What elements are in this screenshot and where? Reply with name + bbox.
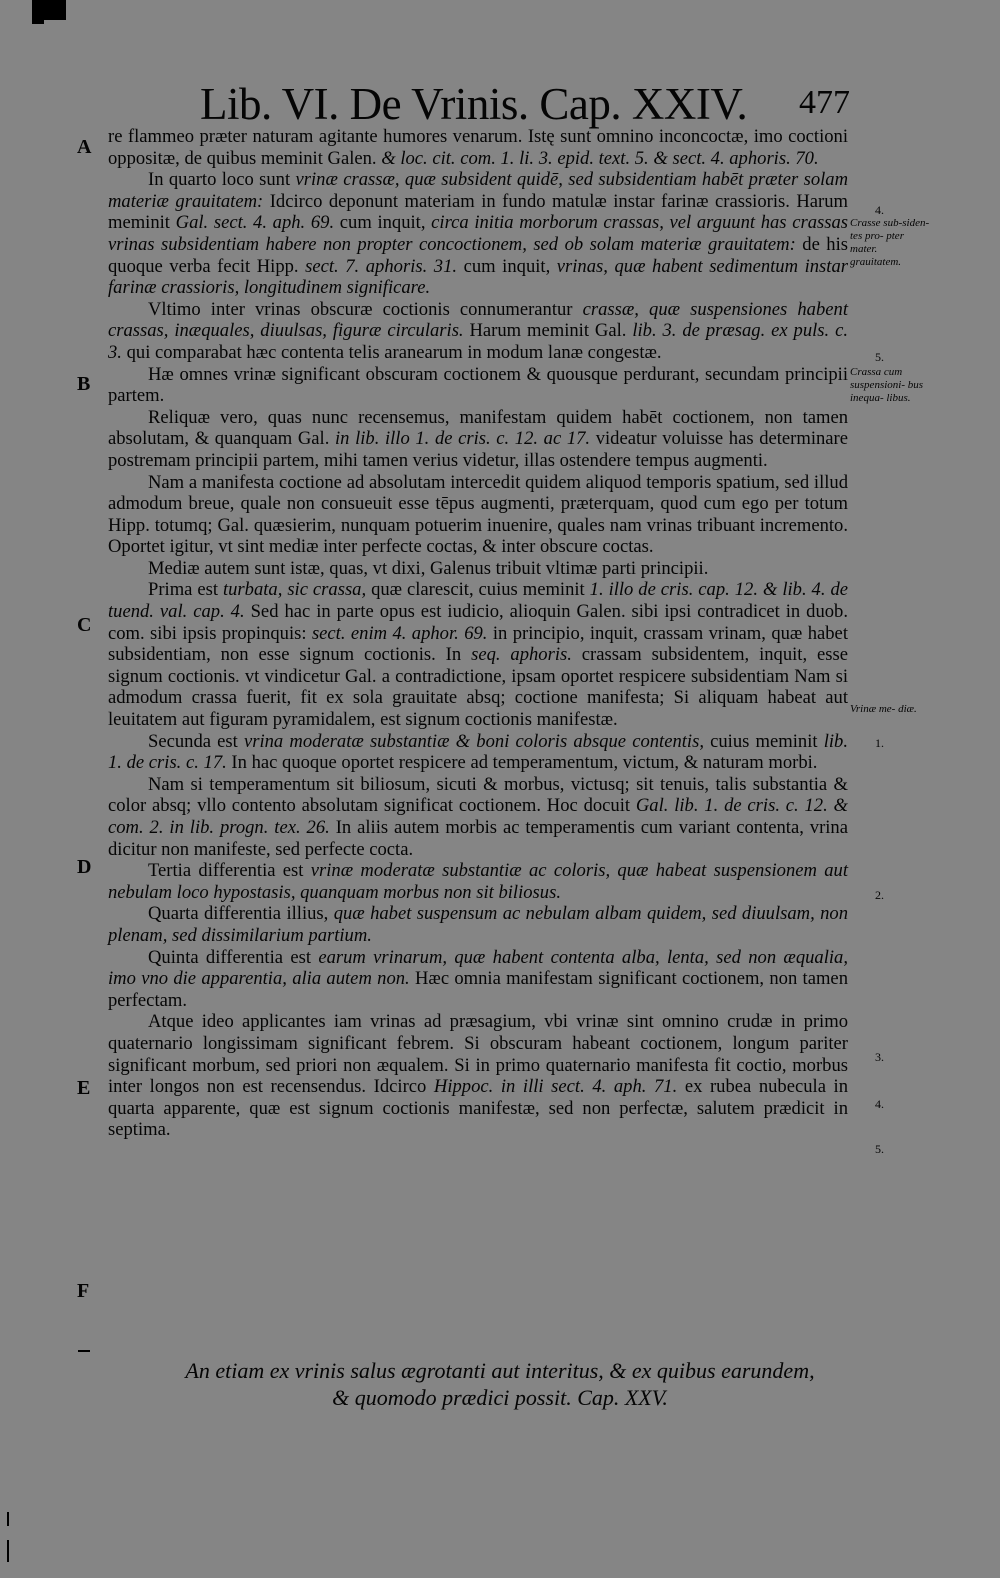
citation-text: crassæ, quæ suspensiones habent crassas, inæquales, diuulsas, figuræ circularis.: [108, 298, 848, 342]
text-run: Nam si temperamentum sit biliosum, sicuti & morbus, victusq; sit tenuis, talis substantia & color absq; vllo contento absolutam significat coctionem. Hoc docuit: [108, 773, 848, 817]
text-run: Quinta differentia est: [148, 946, 319, 968]
citation-text: vrinas, quæ habent sedimentum instar farinæ crassioris, longitudinem significare.: [108, 255, 848, 299]
edge-mark: [7, 1540, 9, 1562]
paragraph: [108, 407, 848, 472]
text-run: In quarto loco sunt: [148, 169, 296, 191]
body-text: [108, 126, 848, 1141]
text-run: re flammeo præter naturam agitante humores venarum. Istę sunt omnino inconcoctæ, imo coctioni oppositæ, de quibus meminit Galen.: [108, 126, 848, 169]
text-run: Sed hac in parte opus est iudicio, alioquin Galen. sibi ipsi contradicet in duob. com. sibi ipsis propinquis:: [108, 601, 848, 644]
citation-text: circa initia morborum crassas, vel arguunt has crassas vrinas subsidentiam habere non propter concoctionem, sed ob solam materiæ grauitatem:: [108, 212, 848, 255]
margin-number: 2.: [875, 888, 884, 902]
chapter-heading: [100, 1357, 900, 1411]
margin-number: 1.: [875, 736, 884, 750]
paragraph: [108, 558, 848, 580]
citation-text: in lib. illo 1. de cris. c. 12. ac 17.: [334, 428, 591, 450]
divider: [78, 1350, 90, 1352]
text-run: Prima est: [148, 579, 223, 601]
citation-text: Gal. lib. 1. de cris. c. 12. & com. 2. in lib. progn. tex. 26.: [108, 795, 849, 838]
text-run: Hæ omnes vrinæ significant obscuram coctionem & quousque perdurant, secundam principii partem.: [108, 363, 848, 407]
paragraph: [108, 579, 848, 730]
citation-text: quæ habet suspensum ac nebulam albam quidem, sed diuulsam, non plenam, sed dissimilarium partium.: [108, 903, 848, 946]
section-letter-a: A: [77, 136, 92, 158]
text-run: Harum meminit Gal.: [463, 320, 633, 342]
margin-note: Vrinæ me- diæ.: [850, 703, 917, 715]
text-run: quæ clarescit, cuius meminit: [366, 579, 590, 601]
text-run: In hac quoque oportet respicere ad temperamentum, victum, & naturam morbi.: [226, 752, 818, 774]
paragraph: [108, 472, 848, 558]
corner-print-mark: [32, 0, 66, 20]
page-number: 477: [799, 84, 850, 121]
paragraph: [108, 860, 848, 903]
edge-mark: [7, 1512, 9, 1526]
citation-text: vrina moderatæ substantiæ & boni coloris absque contentis,: [243, 730, 704, 752]
citation-text: turbata, sic crassa,: [222, 579, 367, 601]
margin-number: 3.: [875, 1050, 884, 1064]
paragraph: [108, 903, 848, 946]
citation-text: 1. illo de cris. cap. 12. & lib. 4. de tuend. val. cap. 4.: [108, 579, 848, 623]
text-run: cuius meminit: [703, 730, 824, 752]
text-run: ex rubea nubecula in quarta apparente, quæ est signum coctionis manifestæ, sed non perfectæ, salutem prædicit in septima.: [108, 1076, 849, 1141]
text-run: In aliis autem morbis ac temperamentis cum variant contenta, vrina dicitur non manifeste, sed perfecte cocta.: [108, 817, 848, 860]
margin-number: 5.: [875, 350, 884, 364]
citation-text: vrinæ moderatæ substantiæ ac coloris, quæ habeat suspensionem aut nebulam loco hypostasis, quanquam morbus non sit biliosus.: [108, 860, 849, 903]
text-run: Tertia differentia est: [148, 860, 311, 882]
text-run: de his quoque verba fecit Hipp.: [108, 233, 849, 277]
margin-number: 5.: [875, 1142, 884, 1156]
citation-text: sect. enim 4. aphor. 69.: [311, 622, 488, 644]
citation-text: Hippoc. in illi sect. 4. aph. 71.: [433, 1076, 678, 1098]
text-run: Idcirco deponunt materiam in fundo matulæ instar farinæ crassioris. Harum meminit: [108, 190, 849, 234]
margin-number: 4.: [875, 203, 884, 217]
text-run: Nam a manifesta coctione ad absolutam intercedit quidem aliquod temporis spatium, sed illud admodum breue, quale non consueuit esse tēpus augmenti, præterquam, quod cum ego per totum Hipp. totumq; Gal. quæsierim, nunquam potuerim inuenire, quales nam vrinas tribuant incremento. Oportet igitur, vt sint mediæ inter perfecte coctas, & inter obscure coctas.: [108, 471, 848, 558]
paragraph: [108, 774, 848, 860]
margin-number: 4.: [875, 1097, 884, 1111]
citation-text: sect. 7. aphoris. 31.: [305, 255, 458, 277]
citation-text: lib. 3. de præsag. ex puls. c. 3.: [108, 320, 848, 363]
text-run: cum inquit,: [334, 212, 432, 234]
paragraph: [108, 731, 848, 774]
section-letter-d: D: [77, 856, 92, 878]
text-run: Mediæ autem sunt istæ, quas, vt dixi, Galenus tribuit vltimæ parti principii.: [148, 557, 709, 579]
text-run: Reliquæ vero, quas nunc recensemus, manifestam quidem habēt coctionem, non tamen absolutam, & quanquam Gal.: [108, 406, 848, 450]
paragraph: [108, 1011, 848, 1141]
section-letter-f: F: [77, 1280, 90, 1302]
citation-text: seq. aphoris.: [471, 644, 572, 666]
citation-text: & loc. cit. com. 1. li. 3. epid. text. 5. & sect. 4. aphoris. 70.: [381, 147, 819, 169]
text-run: in principio, inquit, crassam vrinam, quæ habet subsidentiam, non esse signum coctionis. In: [108, 622, 848, 666]
paragraph: [108, 169, 848, 299]
citation-text: Gal. sect. 4. aph. 69.: [175, 212, 335, 234]
running-title: Lib. VI. De Vrinis. Cap. XXIV.: [200, 79, 748, 129]
section-letter-e: E: [77, 1077, 91, 1099]
section-letter-c: C: [77, 614, 92, 636]
text-run: Quarta differentia illius,: [148, 903, 334, 925]
citation-text: earum vrinarum, quæ habent contenta alba, lenta, sed non æqualia, imo vno die apparentia, alia autem non.: [108, 946, 849, 990]
margin-note: Crassa cum suspensioni- bus inequa- libus.: [850, 366, 924, 404]
paragraph: [108, 126, 848, 169]
text-run: Vltimo inter vrinas obscuræ coctionis connumerantur: [148, 298, 583, 320]
text-run: cum inquit,: [457, 255, 557, 277]
chapter-heading-line: An etiam ex vrinis salus ægrotanti aut interitus, & ex quibus earundem,: [185, 1358, 815, 1383]
text-run: videatur voluisse has determinare postremam principii partem, mihi tamen verius videtur, illas ostendere tempus augmenti.: [108, 428, 848, 471]
chapter-heading-line: & quomodo prædici possit. Cap. XXV.: [332, 1385, 668, 1410]
citation-text: lib. 1. de cris. c. 17.: [108, 730, 848, 774]
paragraph: [108, 364, 848, 407]
citation-text: vrinæ crassæ, quæ subsident quidē, sed subsidentiam habēt præter solam materiæ grauitatem:: [108, 169, 849, 212]
paragraph: [108, 299, 848, 364]
text-run: Secunda est: [148, 730, 244, 752]
section-letter-b: B: [77, 373, 91, 395]
paragraph: [108, 947, 848, 1012]
text-run: Hæc omnia manifestam significant coctionem, non tamen perfectam.: [108, 968, 848, 1011]
text-run: qui comparabat hæc contenta telis aranearum in modum lanæ congestæ.: [121, 341, 662, 363]
text-run: Atque ideo applicantes iam vrinas ad præsagium, vbi vrinæ sint omnino crudæ in primo quaternario longissimam significant febrem. Si obscuram habeant coctionem, longum pariter significant morbum, sed priori non æqualem. Si in primo quaternario manifesta fit coctio, morbus inter longos non est recensendus. Idcirco: [108, 1011, 848, 1098]
margin-note: Crasse sub-siden- tes pro- pter mater. grauitatem.: [850, 217, 930, 268]
text-run: crassam subsidentem, inquit, esse signum coctionis. vt vindicetur Gal. a contradictione, ipsam oportet respicere subsidentiam Nam si admodum crassa fuerit, fit ex sola grauitate absq; coctione manifesta; Si aliquam habeat aut leuitatem aut figuram pyramidalem, est signum coctionis manifestæ.: [108, 644, 848, 731]
